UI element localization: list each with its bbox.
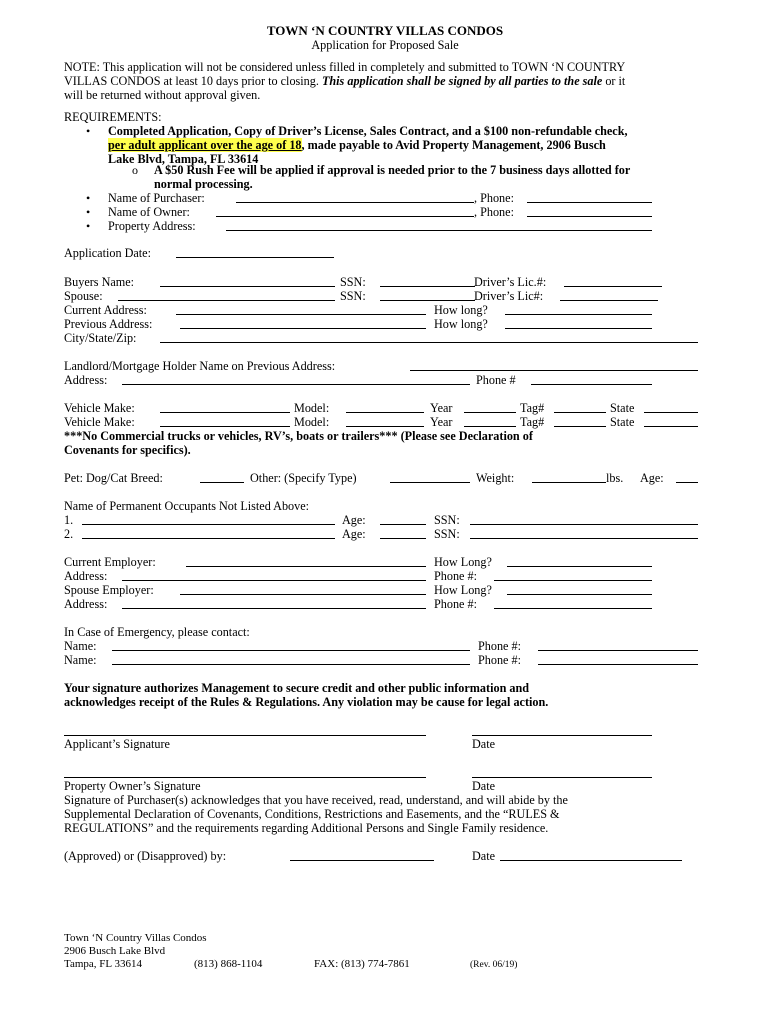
vehicle-2-state-field[interactable] bbox=[644, 426, 698, 427]
spouse-employer-how-long-label: How Long? bbox=[434, 583, 492, 597]
spouse-name-field[interactable] bbox=[118, 300, 335, 301]
spouse-employer-address-label: Address: bbox=[64, 597, 108, 611]
applicant-date-label: Date bbox=[472, 737, 496, 751]
buyer-drivers-lic-label: Driver’s Lic.#: bbox=[474, 275, 547, 289]
footer-revision: (Rev. 06/19) bbox=[470, 960, 518, 970]
authorization-line-1: Your signature authorizes Management to secure credit and other public information and bbox=[64, 681, 530, 695]
requirement-1-line-2-suffix: , made payable to Avid Property Management, 2906 Busch bbox=[301, 138, 606, 152]
note-line-1: NOTE: This application will not be considered unless filled in completely and submitted to TOWN ‘N COUNTRY bbox=[64, 60, 626, 74]
approval-label: (Approved) or (Disapproved) by: bbox=[64, 849, 227, 863]
footer-city: Tampa, FL 33614 bbox=[64, 958, 142, 970]
vehicle-1-make-label: Vehicle Make: bbox=[64, 401, 135, 415]
occupant-1-name-field[interactable] bbox=[82, 524, 335, 525]
owner-date-label: Date bbox=[472, 779, 496, 793]
occupant-2-age-label: Age: bbox=[342, 527, 366, 541]
pet-age-field[interactable] bbox=[676, 482, 698, 483]
occupant-2-name-field[interactable] bbox=[82, 538, 335, 539]
employer-phone-field[interactable] bbox=[494, 580, 652, 581]
vehicle-2-year-label: Year bbox=[430, 415, 453, 429]
rush-fee-line-1: A $50 Rush Fee will be applied if approval is needed prior to the 7 business days allotted for bbox=[154, 163, 631, 177]
pet-weight-field[interactable] bbox=[532, 482, 606, 483]
vehicle-2-make-label: Vehicle Make: bbox=[64, 415, 135, 429]
pet-weight-label: Weight: bbox=[476, 471, 515, 485]
application-date-field[interactable] bbox=[176, 257, 334, 258]
buyer-ssn-label: SSN: bbox=[340, 275, 366, 289]
applicant-signature-field[interactable] bbox=[64, 735, 426, 736]
note-line-2-prefix: VILLAS CONDOS at least 10 days prior to closing. bbox=[64, 74, 322, 88]
footer-fax: FAX: (813) 774-7861 bbox=[314, 958, 410, 970]
note-signature-requirement: This application shall be signed by all parties to the sale bbox=[321, 74, 603, 88]
current-how-long-label: How long? bbox=[434, 303, 488, 317]
current-address-field[interactable] bbox=[176, 314, 426, 315]
purchaser-phone-field[interactable] bbox=[527, 202, 652, 203]
owner-date-field[interactable] bbox=[472, 777, 652, 778]
spouse-ssn-field[interactable] bbox=[380, 300, 475, 301]
pet-lbs-label: lbs. bbox=[606, 471, 624, 485]
spouse-employer-phone-label: Phone #: bbox=[434, 597, 477, 611]
employer-phone-label: Phone #: bbox=[434, 569, 477, 583]
occupant-2-number: 2. bbox=[64, 527, 74, 541]
current-employer-field[interactable] bbox=[186, 566, 426, 567]
spouse-employer-phone-field[interactable] bbox=[494, 608, 652, 609]
commercial-vehicle-notice-1: ***No Commercial trucks or vehicles, RV’s, boats or trailers*** (Please see Declaration of bbox=[64, 429, 533, 443]
vehicle-2-model-label: Model: bbox=[294, 415, 330, 429]
purchaser-phone-label: , Phone: bbox=[474, 191, 514, 205]
occupant-2-ssn-field[interactable] bbox=[470, 538, 698, 539]
current-how-long-field[interactable] bbox=[505, 314, 652, 315]
occupant-2-ssn-label: SSN: bbox=[434, 527, 460, 541]
vehicle-2-model-field[interactable] bbox=[346, 426, 424, 427]
acknowledgement-line-3: REGULATIONS” and the requirements regarding Additional Persons and Single Family residence. bbox=[64, 821, 549, 835]
owner-signature-label: Property Owner’s Signature bbox=[64, 779, 201, 793]
footer-phone: (813) 868-1104 bbox=[194, 958, 263, 970]
requirement-1-line-2 bbox=[108, 138, 606, 152]
authorization-line-2: acknowledges receipt of the Rules & Regulations. Any violation may be cause for legal action. bbox=[64, 695, 549, 709]
property-address-field[interactable] bbox=[226, 230, 652, 231]
vehicle-1-model-field[interactable] bbox=[346, 412, 424, 413]
form-title: TOWN ‘N COUNTRY VILLAS CONDOS bbox=[266, 23, 504, 38]
approval-date-label: Date bbox=[472, 849, 496, 863]
buyers-name-field[interactable] bbox=[160, 286, 335, 287]
sub-bullet-icon: o bbox=[132, 163, 138, 177]
spouse-employer-address-field[interactable] bbox=[122, 608, 426, 609]
city-state-zip-label: City/State/Zip: bbox=[64, 331, 137, 345]
approval-by-field[interactable] bbox=[290, 860, 434, 861]
vehicle-1-model-label: Model: bbox=[294, 401, 330, 415]
landlord-phone-label: Phone # bbox=[476, 373, 516, 387]
pet-other-field[interactable] bbox=[390, 482, 470, 483]
buyer-ssn-field[interactable] bbox=[380, 286, 475, 287]
vehicle-1-tag-label: Tag# bbox=[520, 401, 545, 415]
occupants-heading: Name of Permanent Occupants Not Listed Above: bbox=[64, 499, 310, 513]
pet-age-label: Age: bbox=[640, 471, 664, 485]
purchaser-name-field[interactable] bbox=[236, 202, 474, 203]
emergency-1-phone-label: Phone #: bbox=[478, 639, 521, 653]
vehicle-2-tag-label: Tag# bbox=[520, 415, 545, 429]
owner-name-field[interactable] bbox=[216, 216, 474, 217]
footer-street: 2906 Busch Lake Blvd bbox=[64, 945, 166, 957]
landlord-label: Landlord/Mortgage Holder Name on Previous Address: bbox=[64, 359, 336, 373]
emergency-1-phone-field[interactable] bbox=[538, 650, 698, 651]
employer-address-label: Address: bbox=[64, 569, 108, 583]
spouse-drivers-lic-label: Driver’s Lic#: bbox=[474, 289, 544, 303]
property-address-label: Property Address: bbox=[108, 219, 196, 233]
footer-company-name: Town ‘N Country Villas Condos bbox=[64, 932, 207, 944]
spouse-employer-label: Spouse Employer: bbox=[64, 583, 154, 597]
emergency-heading: In Case of Emergency, please contact: bbox=[64, 625, 250, 639]
owner-name-label: Name of Owner: bbox=[108, 205, 190, 219]
landlord-address-label: Address: bbox=[64, 373, 108, 387]
owner-phone-field[interactable] bbox=[527, 216, 652, 217]
vehicle-2-year-field[interactable] bbox=[464, 426, 516, 427]
current-address-label: Current Address: bbox=[64, 303, 147, 317]
employer-how-long-label: How Long? bbox=[434, 555, 492, 569]
emergency-1-name-label: Name: bbox=[64, 639, 97, 653]
spouse-ssn-label: SSN: bbox=[340, 289, 366, 303]
employer-how-long-field[interactable] bbox=[507, 566, 652, 567]
form-subtitle: Application for Proposed Sale bbox=[311, 38, 459, 52]
applicant-signature-label: Applicant’s Signature bbox=[64, 737, 170, 751]
spouse-employer-how-long-field[interactable] bbox=[507, 594, 652, 595]
occupant-1-ssn-field[interactable] bbox=[470, 524, 698, 525]
current-employer-label: Current Employer: bbox=[64, 555, 156, 569]
approval-date-field[interactable] bbox=[500, 860, 682, 861]
vehicle-1-year-field[interactable] bbox=[464, 412, 516, 413]
city-state-zip-field[interactable] bbox=[160, 342, 698, 343]
vehicle-1-tag-field[interactable] bbox=[554, 412, 606, 413]
requirement-1-line-3: Lake Blvd, Tampa, FL 33614 bbox=[108, 152, 259, 166]
emergency-2-name-label: Name: bbox=[64, 653, 97, 667]
pet-breed-field[interactable] bbox=[200, 482, 244, 483]
emergency-2-phone-field[interactable] bbox=[538, 664, 698, 665]
owner-phone-label: , Phone: bbox=[474, 205, 514, 219]
vehicle-2-tag-field[interactable] bbox=[554, 426, 606, 427]
occupant-1-age-field[interactable] bbox=[380, 524, 426, 525]
landlord-address-field[interactable] bbox=[122, 384, 470, 385]
bullet-icon: • bbox=[86, 205, 91, 219]
previous-address-label: Previous Address: bbox=[64, 317, 153, 331]
vehicle-1-year-label: Year bbox=[430, 401, 453, 415]
landlord-phone-field[interactable] bbox=[531, 384, 652, 385]
previous-address-field[interactable] bbox=[180, 328, 426, 329]
occupant-1-age-label: Age: bbox=[342, 513, 366, 527]
bullet-icon: • bbox=[86, 191, 91, 205]
employer-address-field[interactable] bbox=[122, 580, 426, 581]
bullet-icon: • bbox=[86, 124, 91, 138]
commercial-vehicle-notice-2: Covenants for specifics). bbox=[64, 443, 191, 457]
spouse-label: Spouse: bbox=[64, 289, 103, 303]
occupant-1-ssn-label: SSN: bbox=[434, 513, 460, 527]
vehicle-1-state-field[interactable] bbox=[644, 412, 698, 413]
vehicle-1-make-field[interactable] bbox=[160, 412, 290, 413]
requirement-1-line-1: Completed Application, Copy of Driver’s License, Sales Contract, and a $100 non-refundable check, bbox=[108, 124, 628, 138]
spouse-employer-field[interactable] bbox=[180, 594, 426, 595]
note-line-3: will be returned without approval given. bbox=[64, 88, 261, 102]
buyers-name-label: Buyers Name: bbox=[64, 275, 135, 289]
pet-breed-label: Pet: Dog/Cat Breed: bbox=[64, 471, 163, 485]
pet-other-label: Other: (Specify Type) bbox=[250, 471, 357, 485]
vehicle-1-state-label: State bbox=[610, 401, 635, 415]
buyer-drivers-lic-field[interactable] bbox=[564, 286, 662, 287]
owner-signature-field[interactable] bbox=[64, 777, 426, 778]
spouse-drivers-lic-field[interactable] bbox=[560, 300, 658, 301]
requirements-heading: REQUIREMENTS: bbox=[64, 110, 162, 124]
rush-fee-line-2: normal processing. bbox=[154, 177, 253, 191]
vehicle-2-state-label: State bbox=[610, 415, 635, 429]
previous-how-long-field[interactable] bbox=[505, 328, 652, 329]
acknowledgement-line-2: Supplemental Declaration of Covenants, Conditions, Restrictions and Easements, and the “RULES & bbox=[64, 807, 560, 821]
note-line-2 bbox=[64, 74, 625, 88]
emergency-2-name-field[interactable] bbox=[112, 664, 470, 665]
vehicle-2-make-field[interactable] bbox=[160, 426, 290, 427]
previous-how-long-label: How long? bbox=[434, 317, 488, 331]
occupant-1-number: 1. bbox=[64, 513, 74, 527]
emergency-2-phone-label: Phone #: bbox=[478, 653, 521, 667]
bullet-icon: • bbox=[86, 219, 91, 233]
acknowledgement-line-1: Signature of Purchaser(s) acknowledges that you have received, read, understand, and will abide by the bbox=[64, 793, 568, 807]
note-line-2-suffix: or it bbox=[602, 74, 626, 88]
landlord-name-field[interactable] bbox=[410, 370, 698, 371]
application-date-label: Application Date: bbox=[64, 246, 151, 260]
occupant-2-age-field[interactable] bbox=[380, 538, 426, 539]
purchaser-name-label: Name of Purchaser: bbox=[108, 191, 205, 205]
emergency-1-name-field[interactable] bbox=[112, 650, 470, 651]
age-highlight: per adult applicant over the age of 18 bbox=[108, 138, 302, 152]
applicant-date-field[interactable] bbox=[472, 735, 652, 736]
